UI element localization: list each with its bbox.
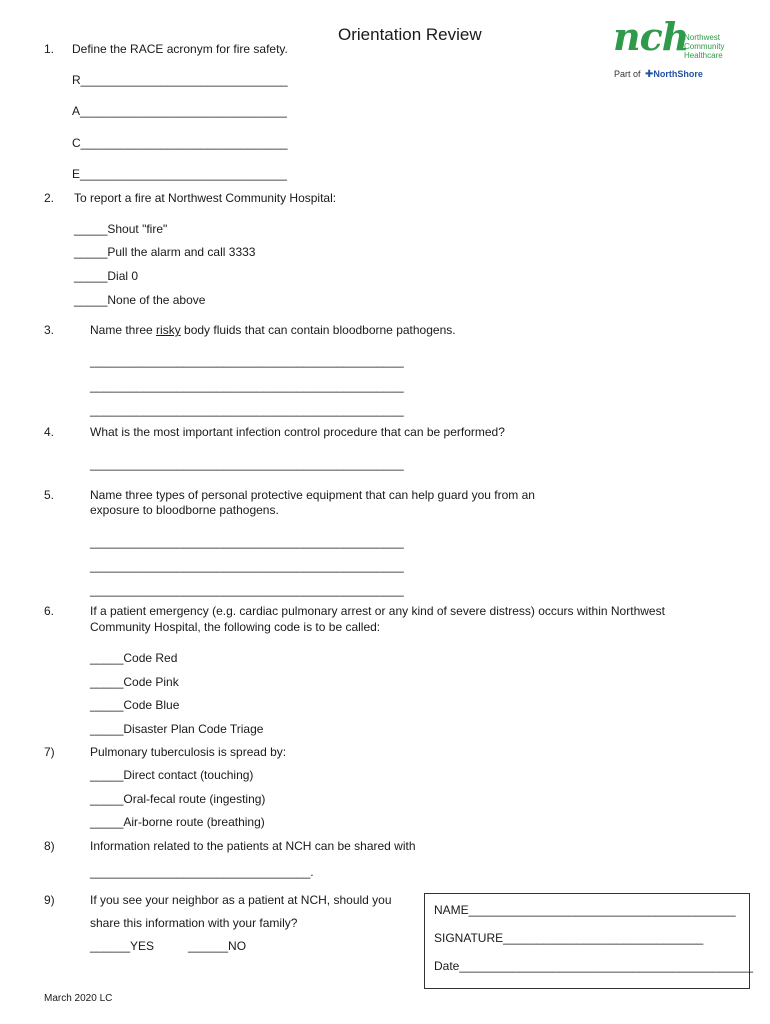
option-oral-fecal[interactable]: _____Oral-fecal route (ingesting) bbox=[90, 792, 266, 806]
question-text: If a patient emergency (e.g. cardiac pulmonary arrest or any kind of severe distress) occurs within Northwest bbox=[90, 604, 665, 618]
answer-line[interactable]: _______________________________________________ bbox=[90, 559, 404, 573]
name-field[interactable]: NAME________________________________________ bbox=[434, 903, 736, 917]
question-number: 4. bbox=[44, 425, 55, 439]
option-code-blue[interactable]: _____Code Blue bbox=[90, 698, 180, 712]
answer-line[interactable]: _______________________________________________ bbox=[90, 535, 404, 549]
question-text: Define the RACE acronym for fire safety. bbox=[72, 42, 288, 56]
question-text-cont: Community Hospital, the following code is to be called: bbox=[90, 620, 381, 634]
answer-line[interactable]: _______________________________________________ bbox=[90, 379, 404, 393]
option-yes[interactable]: ______YES bbox=[90, 939, 155, 953]
option-direct-contact[interactable]: _____Direct contact (touching) bbox=[90, 768, 254, 782]
answer-line[interactable]: _______________________________________________ bbox=[90, 403, 404, 417]
answer-line[interactable]: _______________________________________________ bbox=[90, 354, 404, 368]
question-text bbox=[90, 323, 456, 337]
question-number: 2. bbox=[44, 191, 55, 205]
logo-brand: NorthShore bbox=[653, 69, 703, 79]
answer-line[interactable]: _______________________________________________ bbox=[90, 457, 404, 471]
logo-mark: nch bbox=[613, 14, 689, 59]
option-none[interactable]: _____None of the above bbox=[74, 293, 206, 307]
question-text: Pulmonary tuberculosis is spread by: bbox=[90, 745, 287, 759]
option-air-borne[interactable]: _____Air-borne route (breathing) bbox=[90, 815, 265, 829]
page-title: Orientation Review bbox=[338, 25, 482, 44]
question-text: Information related to the patients at NCH can be shared with bbox=[90, 839, 416, 853]
question-text-cont: share this information with your family? bbox=[90, 916, 298, 930]
question-text: To report a fire at Northwest Community Hospital: bbox=[74, 191, 337, 205]
option-no[interactable]: ______NO bbox=[188, 939, 247, 953]
option-code-triage[interactable]: _____Disaster Plan Code Triage bbox=[90, 722, 264, 736]
answer-line-r[interactable]: R_______________________________ bbox=[72, 73, 288, 87]
question-number: 1. bbox=[44, 42, 55, 56]
question-number: 7) bbox=[44, 745, 55, 759]
signature-box bbox=[424, 893, 753, 989]
answer-line-a[interactable]: A_______________________________ bbox=[72, 104, 287, 118]
question-number: 9) bbox=[44, 893, 55, 907]
date-field[interactable]: Date____________________________________________ bbox=[434, 959, 753, 973]
option-dial-0[interactable]: _____Dial 0 bbox=[74, 269, 139, 283]
question-text: If you see your neighbor as a patient at NCH, should you bbox=[90, 893, 392, 907]
option-code-red[interactable]: _____Code Red bbox=[90, 651, 178, 665]
footer-text: March 2020 LC bbox=[44, 993, 113, 1004]
question-text: What is the most important infection control procedure that can be performed? bbox=[90, 425, 505, 439]
option-code-pink[interactable]: _____Code Pink bbox=[90, 675, 179, 689]
option-shout-fire[interactable]: _____Shout "fire" bbox=[74, 222, 168, 236]
answer-line[interactable]: _______________________________________________ bbox=[90, 583, 404, 597]
question-text: Name three types of personal protective equipment that can help guard you from an bbox=[90, 488, 535, 502]
question-text-part: Name three bbox=[90, 323, 157, 337]
plus-icon: ✚ bbox=[644, 69, 654, 80]
answer-line-c[interactable]: C_______________________________ bbox=[72, 136, 288, 150]
question-number: 5. bbox=[44, 488, 55, 502]
question-number: 3. bbox=[44, 323, 55, 337]
logo-words: Northwest Community Healthcare bbox=[684, 33, 725, 60]
question-text-cont: exposure to bloodborne pathogens. bbox=[90, 503, 279, 517]
underlined-word: risky bbox=[156, 323, 181, 337]
logo-tagline bbox=[614, 64, 703, 82]
signature-field[interactable]: SIGNATURE______________________________ bbox=[434, 931, 704, 945]
question-number: 8) bbox=[44, 839, 55, 853]
option-pull-alarm[interactable]: _____Pull the alarm and call 3333 bbox=[74, 245, 256, 259]
logo-part-of: Part of bbox=[614, 69, 641, 79]
answer-line-e[interactable]: E_______________________________ bbox=[72, 167, 287, 181]
question-number: 6. bbox=[44, 604, 55, 618]
answer-line[interactable]: _________________________________. bbox=[90, 865, 314, 879]
question-text-part: body fluids that can contain bloodborne pathogens. bbox=[180, 323, 456, 337]
